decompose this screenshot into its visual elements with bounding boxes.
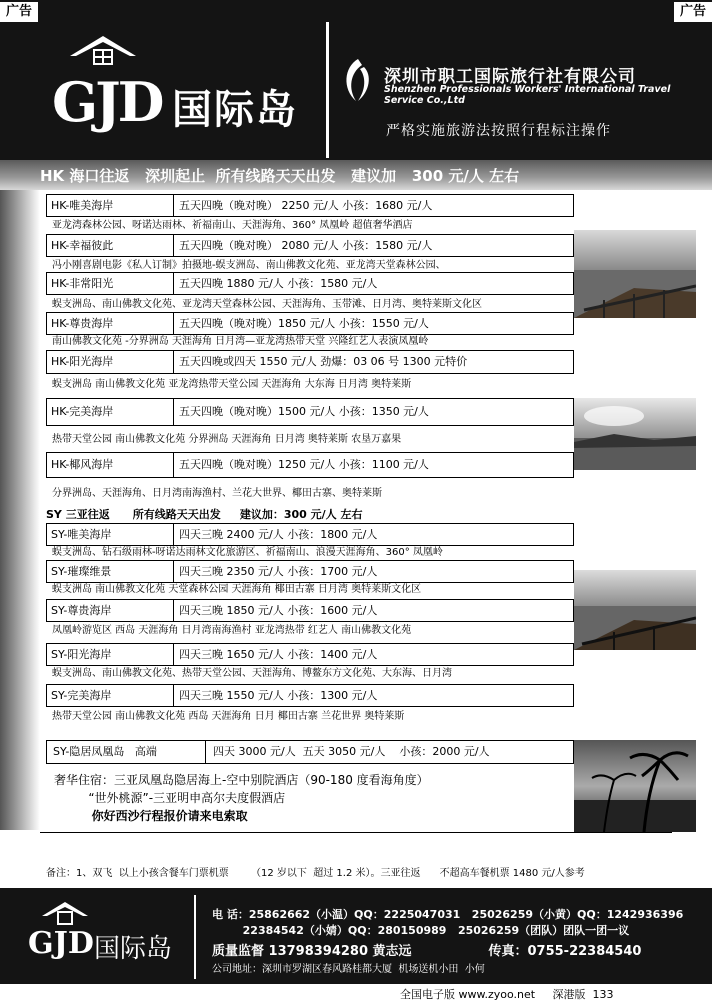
- footer-phone-1: 电 话：25862662（小温）QQ：2225047031 25026259（小黄）QQ：1242936396: [212, 908, 684, 921]
- sy-route-row[interactable]: [46, 599, 574, 622]
- hk-route-row[interactable]: [46, 272, 574, 295]
- route-name: SY-阳光海岸: [51, 648, 112, 661]
- banner-text: HK 海口往返 深圳起止 所有线路天天出发 建议加 300 元/人 左右: [40, 167, 520, 185]
- route-detail: 四天三晚 1850 元/人 小孩：1600 元/人: [179, 604, 378, 617]
- company-logo: [40, 30, 320, 140]
- hk-route-row[interactable]: [46, 452, 574, 478]
- route-name: HK-幸福彼此: [51, 239, 114, 252]
- boardwalk-photo-2: [574, 570, 696, 650]
- route-desc: 热带天堂公园 南山佛教文化苑 分界洲岛 天涯海角 日月湾 奥特莱斯 农垦万嘉果: [52, 434, 402, 445]
- sy-section-header: SY 三亚往返 所有线路天天出发 建议加：300 元/人 左右: [46, 508, 363, 521]
- route-detail: 五天四晚（晚对晚）1500 元/人 小孩：1350 元/人: [179, 405, 429, 418]
- route-name: HK-非常阳光: [51, 277, 114, 290]
- footer-divider: [194, 895, 196, 979]
- hk-route-row[interactable]: [46, 312, 574, 335]
- special-route-detail: 四天 3000 元/人 五天 3050 元/人 小孩：2000 元/人: [213, 745, 490, 758]
- route-detail: 五天四晚或四天 1550 元/人 劲爆：03 06 号 1300 元特价: [179, 355, 468, 368]
- route-desc: 分界洲岛、天涯海角、日月湾南海渔村、兰花大世界、椰田古寨、奥特莱斯: [52, 488, 382, 499]
- route-detail: 五天四晚（晚对晚）1250 元/人 小孩：1100 元/人: [179, 458, 429, 471]
- route-desc: 蜈支洲岛、南山佛教文化苑、亚龙湾天堂森林公园、天涯海角、玉带滩、日月湾、奥特莱斯文化区: [52, 299, 482, 310]
- house-roof-icon: [68, 34, 138, 72]
- route-name: HK-阳光海岸: [51, 355, 114, 368]
- route-desc: 凤凰岭游览区 西岛 天涯海角 日月湾南海渔村 亚龙湾热带 红艺人 南山佛教文化苑: [52, 625, 412, 636]
- route-desc: 蜈支洲岛 南山佛教文化苑 亚龙湾热带天堂公园 天涯海角 大东海 日月湾 奥特莱斯: [52, 379, 412, 390]
- hk-route-row[interactable]: [46, 350, 574, 374]
- route-desc: 蜈支洲岛 南山佛教文化苑 天堂森林公园 天涯海角 椰田古寨 日月湾 奥特莱斯文化区: [52, 584, 422, 595]
- route-detail: 四天三晚 2400 元/人 小孩：1800 元/人: [179, 528, 378, 541]
- sy-route-row[interactable]: [46, 523, 574, 546]
- route-name: SY-完美海岸: [51, 689, 112, 702]
- special-route-name: SY-隐居凤凰岛 高端: [53, 745, 157, 758]
- route-desc: 热带天堂公园 南山佛教文化苑 西岛 天涯海角 日月 椰田古寨 兰花世界 奥特莱斯: [52, 711, 405, 722]
- route-desc: 亚龙湾森林公园、呀诺达雨林、祈福南山、天涯海角、360° 凤凰岭 超值奢华酒店: [52, 220, 413, 231]
- sy-route-row[interactable]: [46, 684, 574, 707]
- sy-route-row[interactable]: [46, 643, 574, 666]
- ad-tag-right: 广告: [674, 2, 712, 22]
- route-desc: 蜈支洲岛、南山佛教文化苑、热带天堂公园、天涯海角、博鳌东方文化苑、大东海、日月湾: [52, 668, 452, 679]
- route-desc: 南山佛教文化苑 -分界洲岛 天涯海角 日月湾—亚龙湾热带天堂 兴隆红艺人表演凤凰岭: [52, 336, 429, 347]
- route-name: HK-椰风海岸: [51, 458, 114, 471]
- footer-address: 公司地址：深圳市罗湖区春风路桂都大厦 机场送机小田 小何: [212, 964, 485, 975]
- agency-slogan: 严格实施旅游法按照行程标注操作: [386, 123, 611, 139]
- route-detail: 五天四晚（晚对晚） 2080 元/人 小孩：1580 元/人: [179, 239, 433, 252]
- route-name: HK-唯美海岸: [51, 199, 114, 212]
- footer-quality: 质量监督 13798394280 黄志远 传真：0755-22384540: [212, 944, 642, 959]
- route-name: SY-璀璨维景: [51, 565, 112, 578]
- route-detail: 四天三晚 1650 元/人 小孩：1400 元/人: [179, 648, 378, 661]
- ad-tag-left: 广告: [0, 2, 38, 22]
- coast-photo: [574, 398, 696, 470]
- hk-route-row[interactable]: [46, 398, 574, 426]
- sy-route-row[interactable]: [46, 560, 574, 583]
- header-divider: [326, 22, 329, 158]
- hk-route-row[interactable]: [46, 194, 574, 217]
- footer-phone-2: 22384542（小婧）QQ：280150989 25026259（团队）团队一团一议: [212, 924, 630, 937]
- page-footer-line: 全国电子版 www.zyoo.net 深港版 133: [400, 988, 614, 1001]
- notes-line-1: 备注：1、双飞 以上小孩含餐车门票机票 （12 岁以下 超过 1.2 米）。三亚往返 不超高车餐机票 1480 元/人参考: [46, 868, 585, 879]
- logo-gjd: GJD: [52, 70, 162, 134]
- logo-name: 国际岛: [172, 87, 298, 133]
- route-desc: 蜈支洲岛、钻石级雨林-呀诺达雨林文化旅游区、祈福南山、浪漫天涯海角、360° 凤凰岭: [52, 547, 443, 558]
- special-line-2: “世外桃源”-三亚明申高尔夫度假酒店: [54, 791, 286, 805]
- footer-logo-name: 国际岛: [94, 934, 173, 964]
- special-line-1: 奢华住宿：三亚凤凰岛隐居海上-空中别院酒店（90-180 度看海角度）: [54, 773, 429, 787]
- footer-house-icon: [40, 900, 90, 926]
- route-detail: 五天四晚（晚对晚） 2250 元/人 小孩：1680 元/人: [179, 199, 433, 212]
- left-photo-strip: [0, 190, 40, 830]
- route-name: HK-完美海岸: [51, 405, 114, 418]
- palm-beach-photo: [574, 740, 696, 832]
- special-divider: [205, 741, 206, 763]
- route-desc: 冯小刚喜剧电影《私人订制》拍摄地-蜈支洲岛、南山佛教文化苑、亚龙湾天堂森林公园、: [52, 260, 446, 271]
- special-line-3: 你好西沙行程报价请来电索取: [54, 809, 248, 823]
- route-name: SY-尊贵海岸: [51, 604, 112, 617]
- route-name: HK-尊贵海岸: [51, 317, 114, 330]
- boardwalk-photo-1: [574, 230, 696, 318]
- footer-logo-gjd: GJD: [28, 926, 94, 961]
- route-detail: 四天三晚 1550 元/人 小孩：1300 元/人: [179, 689, 378, 702]
- route-name: SY-唯美海岸: [51, 528, 112, 541]
- leaf-logo-icon: [338, 55, 378, 105]
- agency-name-en: Shenzhen Professionals Workers' International Travel Service Co.,Ltd: [384, 84, 671, 106]
- notes-rule: [40, 832, 672, 833]
- hk-route-row[interactable]: [46, 234, 574, 257]
- route-detail: 五天四晚（晚对晚）1850 元/人 小孩：1550 元/人: [179, 317, 429, 330]
- special-route-row[interactable]: [46, 740, 574, 764]
- route-detail: 四天三晚 2350 元/人 小孩：1700 元/人: [179, 565, 378, 578]
- agency-name-cn: 深圳市职工国际旅行社有限公司: [384, 67, 636, 87]
- route-detail: 五天四晚 1880 元/人 小孩：1580 元/人: [179, 277, 378, 290]
